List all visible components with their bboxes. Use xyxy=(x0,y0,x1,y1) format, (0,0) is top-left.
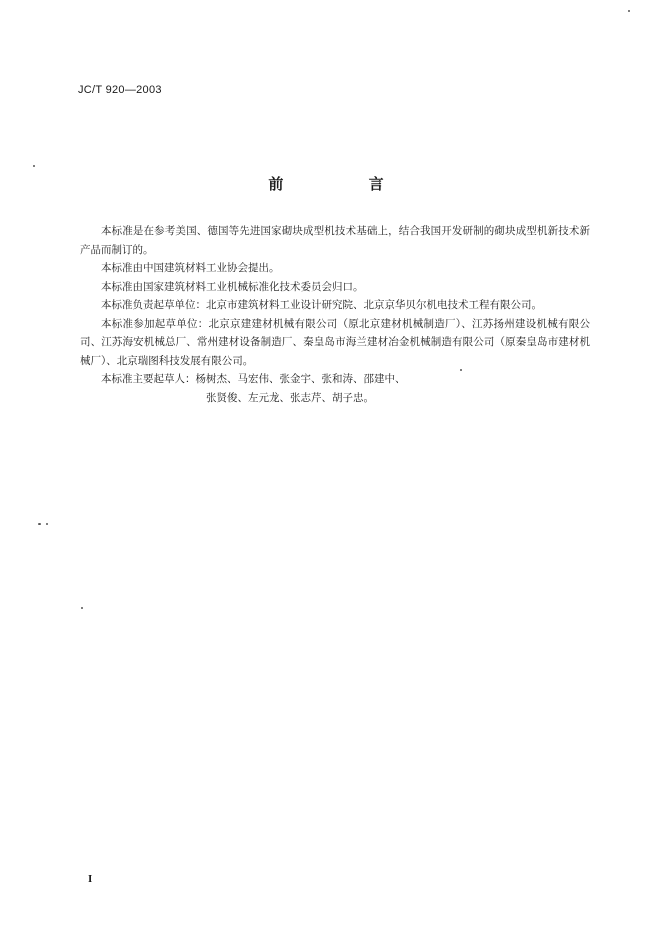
paragraph-managed-by: 本标准由国家建筑材料工业机械标准化技术委员会归口。 xyxy=(101,280,364,293)
paragraph-basis: 本标准是在参考美国、德国等先进国家砌块成型机技术基础上，结合我国开发研制的砌块成型机新技术新产品而制订的。 xyxy=(80,225,590,256)
paragraph-lead-drafters: 本标准负责起草单位：北京市建筑材料工业设计研究院、北京京华贝尔机电技术工程有限公司。 xyxy=(101,299,542,311)
scan-speck xyxy=(33,165,35,167)
scan-speck xyxy=(46,523,48,525)
scan-speck xyxy=(460,369,462,371)
scan-speck xyxy=(628,10,630,12)
paragraph-main-drafters: 本标准主要起草人：杨树杰、马宏伟、张金宇、张和涛、邵建中、 xyxy=(101,373,406,385)
page-title: 前 言 xyxy=(268,175,424,193)
scan-speck xyxy=(81,607,83,609)
page-number: I xyxy=(88,873,93,885)
paragraph-main-drafters-continued: 张贤俊、左元龙、张志芹、胡子忠。 xyxy=(206,391,374,404)
foreword-body xyxy=(80,222,590,407)
scan-speck xyxy=(38,523,41,525)
paragraph-participating-drafters: 本标准参加起草单位：北京京建建材机械有限公司（原北京建材机械制造厂）、江苏扬州建设机械有限公司、江苏海安机械总厂、常州建材设备制造厂、秦皇岛市海兰建材冶金机械制造有限公司（原秦皇岛市建材机械厂）、北京瑞图科技发展有限公司。 xyxy=(80,317,590,367)
paragraph-proposed-by: 本标准由中国建筑材料工业协会提出。 xyxy=(101,262,280,274)
standard-number: JC/T 920—2003 xyxy=(78,84,162,96)
